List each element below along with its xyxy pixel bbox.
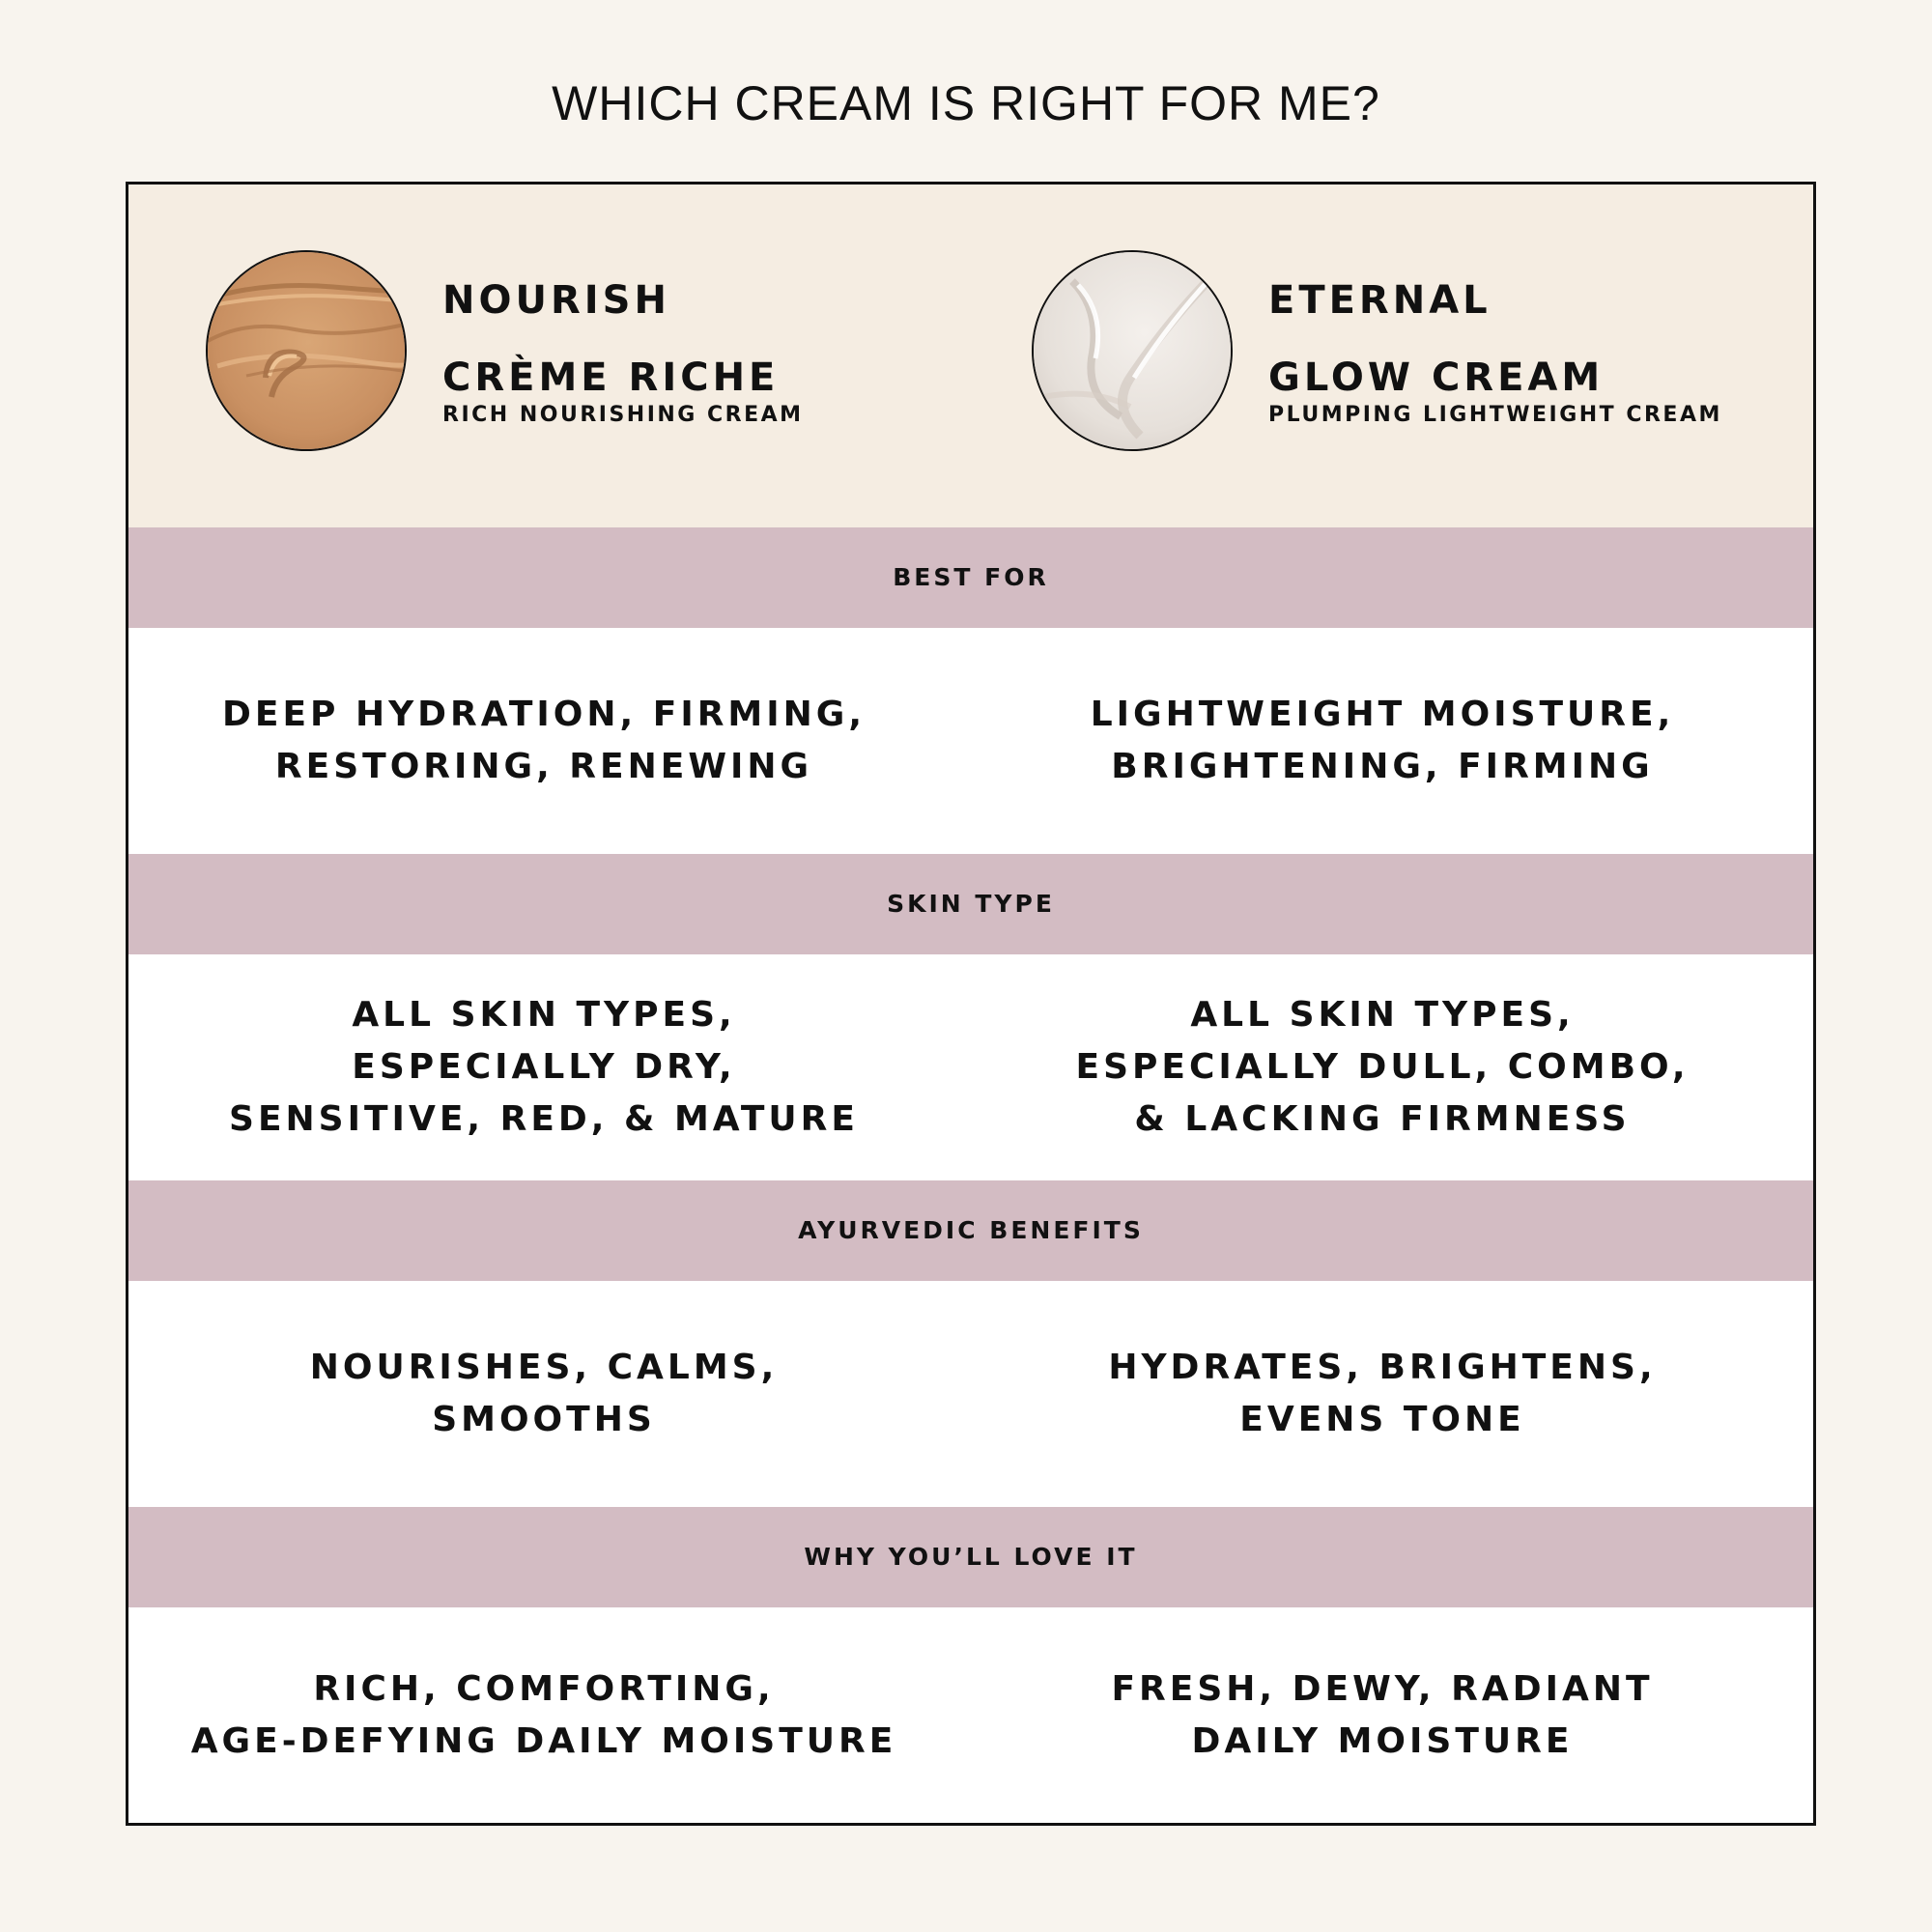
product-name-line2: GLOW CREAM	[1268, 355, 1605, 400]
cell-line: FRESH, DEWY, RADIANT	[1111, 1668, 1654, 1709]
comparison-table	[126, 182, 1816, 1826]
cell-right	[967, 628, 1798, 854]
cell-right	[967, 1607, 1798, 1823]
cell-text	[229, 989, 859, 1146]
cell-line: AGE-DEFYING DAILY MOISTURE	[190, 1720, 897, 1761]
cell-line: BRIGHTENING, FIRMING	[1111, 747, 1654, 786]
cell-line: NOURISHES, CALMS,	[309, 1348, 779, 1387]
cell-line: SENSITIVE, RED, & MATURE	[229, 1099, 859, 1139]
product-header	[128, 185, 1813, 527]
cell-text	[310, 1342, 779, 1446]
product-name-line1: NOURISH	[442, 278, 670, 323]
section-heading-why-youll-love-it: WHY YOU’LL LOVE IT	[128, 1507, 1813, 1607]
cell-line: ALL SKIN TYPES,	[1190, 995, 1575, 1035]
section-row-why-youll-love-it	[128, 1607, 1813, 1823]
cell-text	[1108, 1342, 1656, 1446]
cell-text	[1075, 989, 1689, 1146]
product-name-line2: CRÈME RICHE	[442, 355, 780, 400]
cell-left	[128, 1281, 959, 1507]
section-row-skin-type	[128, 954, 1813, 1180]
cell-left	[128, 1607, 959, 1823]
section-heading-ayurvedic-benefits: AYURVEDIC BENEFITS	[128, 1180, 1813, 1281]
cell-line: RESTORING, RENEWING	[274, 747, 813, 786]
product-subtitle: RICH NOURISHING CREAM	[442, 403, 804, 427]
product-subtitle: PLUMPING LIGHTWEIGHT CREAM	[1268, 403, 1722, 427]
cell-line: ESPECIALLY DULL, COMBO,	[1075, 1047, 1690, 1087]
cell-line: LIGHTWEIGHT MOISTURE,	[1090, 695, 1675, 734]
cell-line: RICH, COMFORTING,	[313, 1668, 775, 1709]
cell-text	[1091, 689, 1675, 793]
cell-text	[1111, 1663, 1653, 1768]
product-name	[442, 262, 983, 416]
tan-cream-swatch-image	[206, 250, 407, 451]
cell-line: SMOOTHS	[432, 1400, 656, 1439]
cell-line: DEEP HYDRATION, FIRMING,	[221, 695, 867, 734]
cell-line: ALL SKIN TYPES,	[352, 995, 736, 1035]
cell-left	[128, 628, 959, 854]
cell-left	[128, 954, 959, 1180]
cell-line: DAILY MOISTURE	[1191, 1720, 1574, 1761]
cell-text	[191, 1663, 897, 1768]
cell-line: ESPECIALLY DRY,	[352, 1047, 736, 1087]
product-name-line1: ETERNAL	[1268, 278, 1492, 323]
cell-right	[967, 1281, 1798, 1507]
product-name	[1268, 262, 1809, 416]
cell-right	[967, 954, 1798, 1180]
cell-line: & LACKING FIRMNESS	[1134, 1099, 1631, 1139]
cell-line: HYDRATES, BRIGHTENS,	[1108, 1348, 1657, 1387]
white-cream-swatch-image	[1032, 250, 1233, 451]
section-heading-best-for: BEST FOR	[128, 527, 1813, 628]
cell-line: EVENS TONE	[1239, 1400, 1525, 1439]
section-heading-skin-type: SKIN TYPE	[128, 854, 1813, 954]
cell-text	[222, 689, 866, 793]
section-row-ayurvedic-benefits	[128, 1281, 1813, 1507]
page-title: WHICH CREAM IS RIGHT FOR ME?	[552, 76, 1380, 130]
section-row-best-for	[128, 628, 1813, 854]
